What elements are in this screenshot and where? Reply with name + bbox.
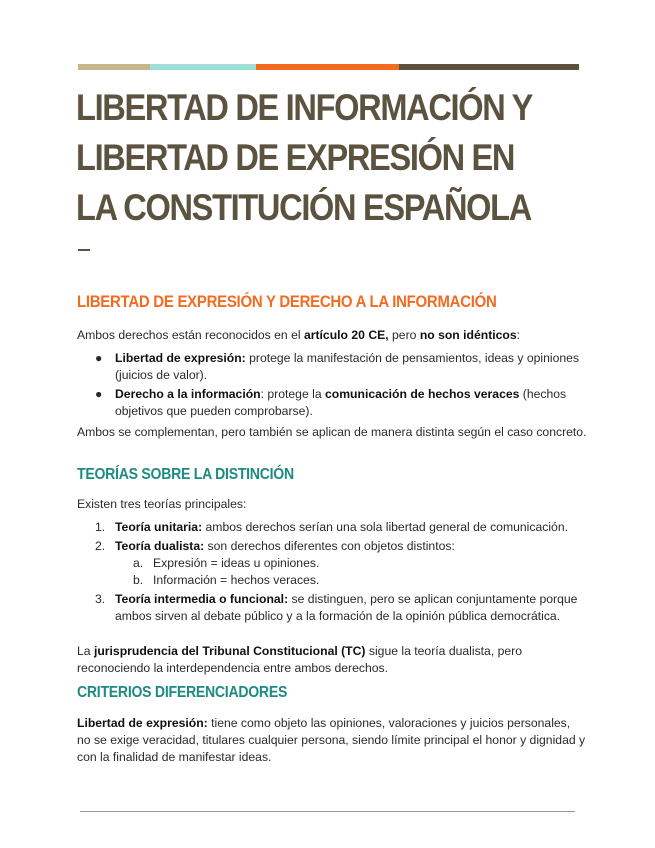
bullet-icon: ● [95, 387, 103, 401]
title-line: LA CONSTITUCIÓN ESPAÑOLA [76, 187, 531, 228]
section2-closing: La jurisprudencia del Tribunal Constitucional (TC) sigue la teoría dualista, pero reconociendo la interdependencia entre ambos derechos. [77, 644, 522, 675]
title-underline-dash [78, 249, 90, 251]
list-letter: b. [133, 573, 144, 587]
section1-intro: Ambos derechos están reconocidos en el artículo 20 CE, pero no son idénticos: [77, 328, 521, 342]
section-heading-teorias: TEORÍAS SOBRE LA DISTINCIÓN [77, 466, 294, 483]
list-item: 2. Teoría dualista: son derechos diferentes con objetos distintos: [95, 539, 455, 553]
list-number: 3. [95, 592, 106, 606]
section1-closing: Ambos se complementan, pero también se aplican de manera distinta según el caso concreto. [77, 425, 587, 439]
bullet-icon: ● [95, 351, 103, 365]
color-bar-segment [78, 64, 150, 70]
sub-list-item: a. Expresión = ideas u opiniones. [133, 556, 320, 570]
list-number: 2. [95, 539, 106, 553]
list-item: ● Derecho a la información: protege la comunicación de hechos veraces (hechos objetivos que pueden comprobarse). [95, 387, 567, 418]
section1-bullet-list [77, 350, 587, 422]
list-item: 3. Teoría intermedia o funcional: se distinguen, pero se aplican conjuntamente porque ambos sirven al debate público y a la formación de la opinión pública democrática. [95, 592, 578, 623]
section-heading-criterios: CRITERIOS DIFERENCIADORES [77, 684, 288, 701]
color-bar-segment [150, 64, 256, 70]
title-line: LIBERTAD DE INFORMACIÓN Y [76, 87, 533, 128]
list-number: 1. [95, 520, 106, 534]
list-item: ● Libertad de expresión: protege la manifestación de pensamientos, ideas y opiniones (juicios de valor). [95, 351, 580, 382]
document-title [76, 83, 534, 233]
section2-numbered-list [77, 519, 587, 627]
list-letter: a. [133, 556, 144, 570]
color-bar-segment [256, 64, 399, 70]
section-heading-expresion-informacion: LIBERTAD DE EXPRESIÓN Y DERECHO A LA INFORMACIÓN [77, 292, 497, 311]
decorative-color-bar [78, 64, 579, 70]
color-bar-segment [399, 64, 579, 70]
footer-divider [80, 811, 575, 812]
list-item: 1. Teoría unitaria: ambos derechos serían una sola libertad general de comunicación. [95, 520, 568, 534]
title-line: LIBERTAD DE EXPRESIÓN EN [76, 137, 515, 178]
sub-list-item: b. Información = hechos veraces. [133, 573, 320, 587]
section2-intro: Existen tres teorías principales: [77, 497, 247, 511]
section3-paragraph: Libertad de expresión: tiene como objeto las opiniones, valoraciones y juicios personales, no se exige veracidad, titulares cualquier persona, siendo límite principal el honor y dignidad y con la finalidad de manifestar ideas. [77, 716, 586, 764]
